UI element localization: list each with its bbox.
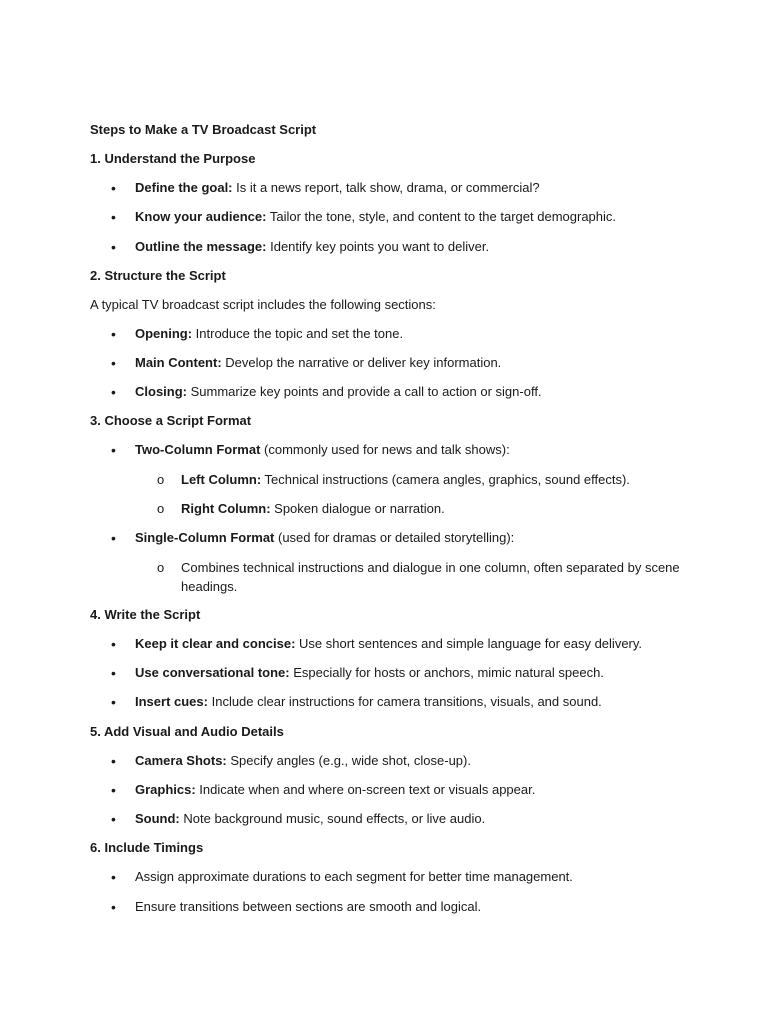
- list-item-text: [135, 752, 471, 770]
- list-item-text: [135, 441, 510, 459]
- list-item-body: Introduce the topic and set the tone.: [192, 326, 404, 341]
- list-item-body: Specify angles (e.g., wide shot, close-up).: [226, 753, 471, 768]
- sub-bullet-icon: o: [157, 501, 165, 516]
- sub-list-item-label: Left Column:: [181, 472, 262, 487]
- section-heading: 1. Understand the Purpose: [90, 151, 256, 166]
- list-item-text: [135, 383, 542, 401]
- list-item-body: Identify key points you want to deliver.: [266, 239, 490, 254]
- list-item-body: Summarize key points and provide a call to action or sign-off.: [187, 384, 542, 399]
- list-item-body: (used for dramas or detailed storytelling):: [274, 530, 515, 545]
- list-item-label: Graphics:: [135, 782, 196, 797]
- bullet-icon: •: [111, 899, 116, 915]
- bullet-icon: •: [111, 782, 116, 798]
- list-item-body: Note background music, sound effects, or live audio.: [179, 811, 486, 826]
- list-item-label: Camera Shots:: [135, 753, 227, 768]
- list-item-label: Define the goal:: [135, 180, 233, 195]
- list-item-body: Use short sentences and simple language for easy delivery.: [295, 636, 643, 651]
- sub-bullet-icon: o: [157, 472, 165, 487]
- list-item-text: [135, 781, 535, 799]
- section-heading: 2. Structure the Script: [90, 268, 226, 283]
- bullet-icon: •: [111, 209, 116, 225]
- list-item-label: Two-Column Format: [135, 442, 261, 457]
- list-item-body: (commonly used for news and talk shows):: [260, 442, 510, 457]
- list-item-body: Include clear instructions for camera transitions, visuals, and sound.: [207, 694, 602, 709]
- list-item-label: Keep it clear and concise:: [135, 636, 296, 651]
- list-item-text: [135, 664, 604, 682]
- bullet-icon: •: [111, 326, 116, 342]
- sub-list-item-text: [181, 470, 681, 489]
- list-item-label: Sound:: [135, 811, 180, 826]
- sub-bullet-icon: o: [157, 560, 165, 575]
- list-item-label: Use conversational tone:: [135, 665, 290, 680]
- section-heading: 5. Add Visual and Audio Details: [90, 724, 284, 739]
- sub-list-item-text: [181, 499, 681, 518]
- bullet-icon: •: [111, 530, 116, 546]
- section-intro: A typical TV broadcast script includes the following sections:: [90, 297, 436, 312]
- list-item-text: [135, 693, 602, 711]
- list-item-body: Especially for hosts or anchors, mimic natural speech.: [289, 665, 604, 680]
- list-item-text: [135, 354, 501, 372]
- bullet-icon: •: [111, 239, 116, 255]
- section-heading: 3. Choose a Script Format: [90, 413, 252, 428]
- sub-list-item-body: Technical instructions (camera angles, graphics, sound effects).: [261, 472, 630, 487]
- list-item-body: Indicate when and where on-screen text or visuals appear.: [195, 782, 536, 797]
- list-item-text: [135, 179, 540, 197]
- list-item-text: [135, 325, 403, 343]
- list-item-text: [135, 208, 616, 226]
- sub-list-item-label: Right Column:: [181, 501, 271, 516]
- bullet-icon: •: [111, 384, 116, 400]
- document-title: Steps to Make a TV Broadcast Script: [90, 122, 317, 137]
- bullet-icon: •: [111, 869, 116, 885]
- section-heading: 6. Include Timings: [90, 840, 204, 855]
- sub-list-item-body: Spoken dialogue or narration.: [270, 501, 445, 516]
- list-item-label: Main Content:: [135, 355, 222, 370]
- bullet-icon: •: [111, 811, 116, 827]
- list-item-label: Single-Column Format: [135, 530, 275, 545]
- bullet-icon: •: [111, 442, 116, 458]
- list-item-label: Closing:: [135, 384, 187, 399]
- list-item-label: Outline the message:: [135, 239, 267, 254]
- list-item-text: [135, 810, 485, 828]
- bullet-icon: •: [111, 180, 116, 196]
- bullet-icon: •: [111, 636, 116, 652]
- list-item-text: [135, 529, 514, 547]
- section-heading: 4. Write the Script: [90, 607, 201, 622]
- list-item-text: [135, 238, 489, 256]
- list-item-text: [135, 635, 642, 653]
- list-item-body: Tailor the tone, style, and content to the target demographic.: [266, 209, 617, 224]
- list-item-label: Insert cues:: [135, 694, 208, 709]
- list-item-label: Know your audience:: [135, 209, 267, 224]
- bullet-icon: •: [111, 694, 116, 710]
- list-item-body: Is it a news report, talk show, drama, or commercial?: [232, 180, 540, 195]
- list-item-label: Opening:: [135, 326, 193, 341]
- bullet-icon: •: [111, 665, 116, 681]
- bullet-icon: •: [111, 753, 116, 769]
- list-item-text: Ensure transitions between sections are smooth and logical.: [135, 899, 482, 914]
- sub-list-item-text: Combines technical instructions and dialogue in one column, often separated by scene headings.: [181, 560, 680, 594]
- bullet-icon: •: [111, 355, 116, 371]
- list-item-body: Develop the narrative or deliver key information.: [221, 355, 502, 370]
- list-item-text: Assign approximate durations to each segment for better time management.: [135, 869, 573, 884]
